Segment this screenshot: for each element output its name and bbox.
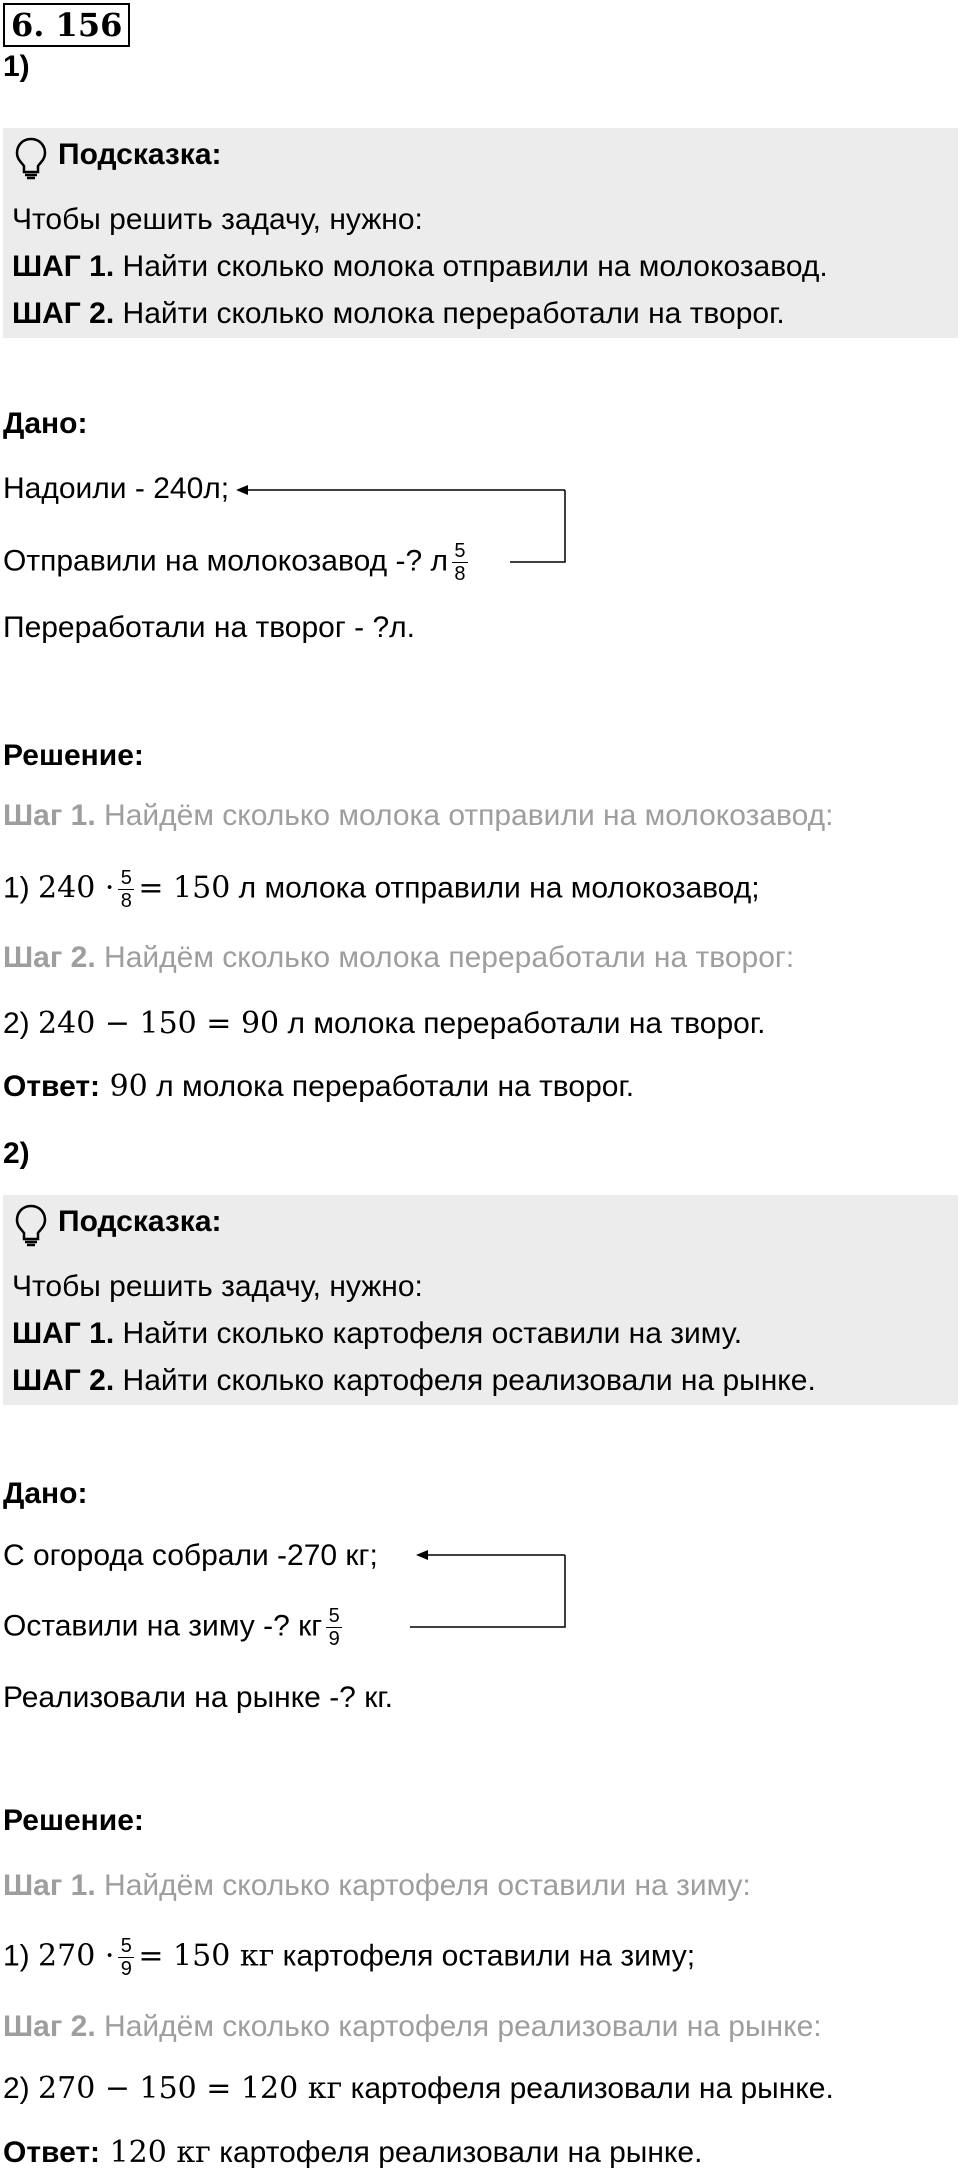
hint-step2: ШАГ 2. Найти сколько молока переработали на творог. <box>12 297 785 330</box>
given-line-1: С огорода собрали -270 кг; <box>3 1539 378 1572</box>
given-line-2: Отправили на молокозавод -? л $\frac{5}{8}$ <box>3 540 472 585</box>
solution-step2: Шаг 2. Найдём сколько картофеля реализовали на рынке: <box>3 2010 822 2043</box>
solution-step2: Шаг 2. Найдём сколько молока переработали на творог: <box>3 941 795 974</box>
part2-label: 2) <box>3 1137 30 1170</box>
given-fraction: $\frac{5}{9}$ <box>326 1605 342 1650</box>
given-arrow <box>230 480 570 570</box>
calc-2: 2) 240 − 150 = 90 л молока переработали на творог. <box>3 1006 766 1041</box>
part1-label: 1) <box>3 50 30 83</box>
calc1-fraction: $\frac{5}{8}$ <box>118 867 134 912</box>
solution-title: Решение: <box>3 1804 144 1837</box>
part1-hint-box <box>3 128 958 338</box>
solution-title: Решение: <box>3 739 144 772</box>
given-title: Дано: <box>3 1477 88 1510</box>
lightbulb-icon <box>13 1203 49 1252</box>
hint-intro: Чтобы решить задачу, нужно: <box>12 1270 423 1303</box>
hint-step2: ШАГ 2. Найти сколько картофеля реализовали на рынке. <box>12 1364 816 1397</box>
calc-2: 2) 270 − 150 = 120 кг картофеля реализовали на рынке. <box>3 2071 834 2106</box>
part2-hint-box <box>3 1195 958 1405</box>
given-line-3: Реализовали на рынке -? кг. <box>3 1681 393 1714</box>
calc1-fraction: $\frac{5}{9}$ <box>118 1935 134 1980</box>
calc-1: 1) 270 · $\frac{5}{9}$ = 150 кг картофеля оставили на зиму; <box>3 1935 696 1980</box>
calc-1: 1) 240 · $\frac{5}{8}$ = 150 л молока отправили на молокозавод; <box>3 867 760 912</box>
solution-step1: Шаг 1. Найдём сколько молока отправили на молокозавод: <box>3 799 834 832</box>
lightbulb-icon <box>13 136 49 185</box>
given-line-3: Переработали на творог - ?л. <box>3 611 415 644</box>
answer: Ответ: 120 кг картофеля реализовали на рынке. <box>3 2135 703 2170</box>
given-arrow <box>410 1545 570 1635</box>
problem-number: 6. 156 <box>3 3 130 47</box>
given-line-2: Оставили на зиму -? кг $\frac{5}{9}$ <box>3 1605 346 1650</box>
given-line-1: Надоили - 240л; <box>3 472 230 505</box>
hint-title: Подсказка: <box>58 138 222 171</box>
answer: Ответ: 90 л молока переработали на творог. <box>3 1069 635 1104</box>
given-fraction: $\frac{5}{8}$ <box>452 540 468 585</box>
hint-intro: Чтобы решить задачу, нужно: <box>12 203 423 236</box>
hint-step1: ШАГ 1. Найти сколько молока отправили на молокозавод. <box>12 250 828 283</box>
given-title: Дано: <box>3 407 88 440</box>
hint-step1: ШАГ 1. Найти сколько картофеля оставили на зиму. <box>12 1317 743 1350</box>
solution-step1: Шаг 1. Найдём сколько картофеля оставили на зиму: <box>3 1869 751 1902</box>
hint-title: Подсказка: <box>58 1205 222 1238</box>
